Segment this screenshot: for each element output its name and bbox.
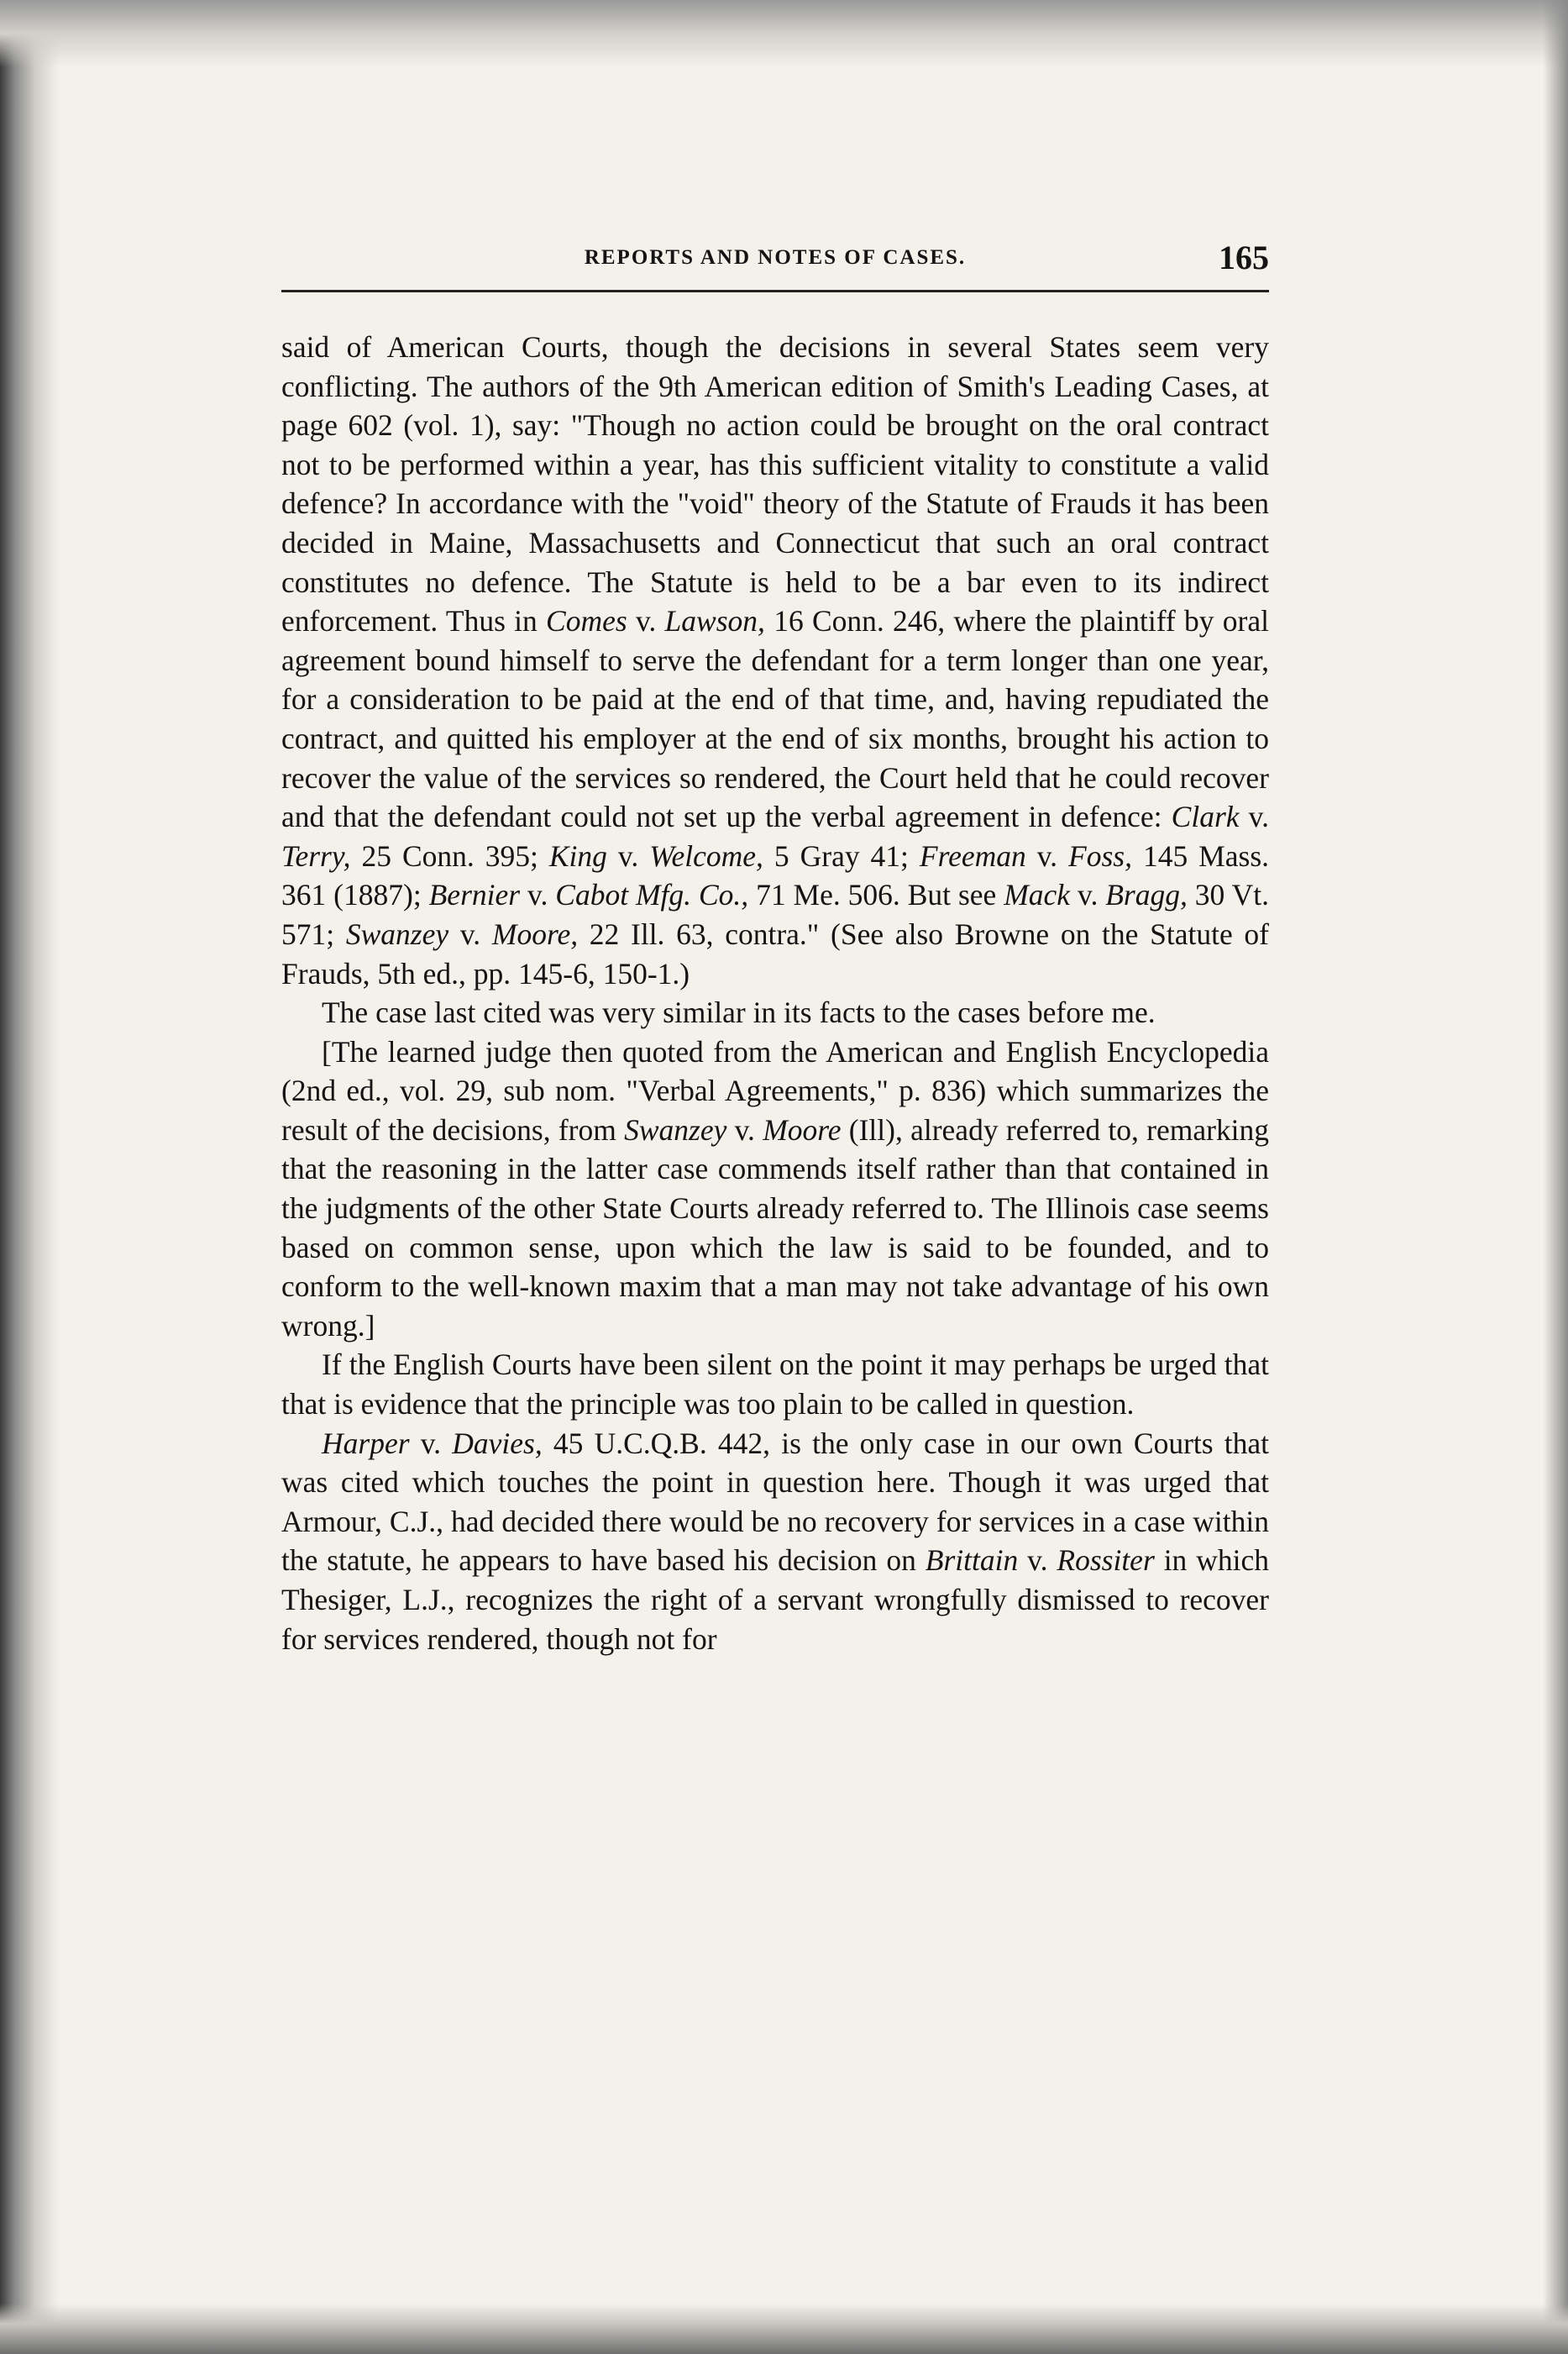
italic-run: Comes (546, 604, 627, 638)
text-run: in which Thesiger, L.J., recognizes the right of a servant wrongfully dismissed to recover for services rendered, though not for (281, 1543, 1269, 1656)
paragraph-5 (281, 1424, 1269, 1659)
text-run: 71 Me. 506. But see (748, 878, 1004, 912)
text-run: 22 Ill. 63, contra." (See also Browne on the Statute of Frauds, 5th ed., pp. 145-6, 150-1.) (281, 917, 1270, 990)
italic-run: Rossiter (1057, 1543, 1155, 1578)
italic-run: Foss, (1068, 838, 1132, 873)
italic-run: Bernier (428, 878, 521, 912)
book-page (281, 231, 1269, 1658)
text-run: v. (726, 1112, 763, 1147)
text-run: 145 Mass. 361 (1887); (281, 838, 1270, 912)
scan-edge-right (1543, 0, 1568, 2354)
paragraph-2 (281, 993, 1269, 1033)
scan-edge-left (0, 0, 59, 2354)
italic-run: Bragg, (1105, 878, 1188, 912)
italic-run: Moore, (491, 917, 579, 951)
text-run: (Ill), already referred to, remarking that the reasoning in the latter case commends itself rather than that contained in the judgments of the other State Courts already referred to. The Illinois case seems based on common sense, upon which the law is said to be founded, and to conform to the well-known maxim that a man may not take advantage of his own wrong.] (281, 1112, 1270, 1343)
text-run: If the English Courts have been silent on the point it may perhaps be urged that that is evidence that the principle was too plain to be called in question. (281, 1348, 1269, 1421)
text-run: 5 Gray 41; (763, 838, 920, 873)
text-run: 45 U.C.Q.B. 442, is the only case in our own Courts that was cited which touches the point in question here. Though it was urged that Armour, C.J., had decided there would be no recovery for services in a case within the statute, he appears to have based his decision on (281, 1426, 1270, 1578)
italic-run: King (548, 838, 607, 873)
text-run: v. (448, 917, 492, 951)
text-run: 16 Conn. 246, where the plaintiff by oral agreement bound himself to serve the defendant for a term longer than one year, for a consideration to be paid at the end of that time, and, having repudiated the contract, and quitted his employer at the end of six months, brought his action to recover the value of the services so rendered, the Court held that he could recover and that the defendant could not set up the verbal agreement in defence: (281, 604, 1269, 834)
paragraph-3 (281, 1033, 1269, 1346)
italic-run: Welcome, (649, 838, 763, 873)
text-run: v. (1025, 838, 1069, 873)
text-run: The case last cited was very similar in its facts to the cases before me. (322, 996, 1156, 1030)
italic-run: Davies, (452, 1426, 543, 1460)
body-text (281, 328, 1269, 1658)
italic-run: Brittain (925, 1543, 1019, 1578)
page-header (281, 231, 1269, 292)
text-run: v. (520, 878, 556, 912)
running-head: REPORTS AND NOTES OF CASES. (584, 246, 967, 269)
italic-run: Lawson, (664, 604, 765, 638)
italic-run: Swanzey (345, 917, 449, 951)
italic-run: Moore (763, 1112, 842, 1147)
text-run: said of American Courts, though the decisions in several States seem very conflicting. The authors of the 9th American edition of Smith's Leading Cases, at page 602 (vol. 1), say: "Though no action could be brought on the oral contract not to be performed within a year, has this sufficient vitality to constitute a valid defence? In accordance with the "void" theory of the Statute of Frauds it has been decided in Maine, Massachusetts and Connecticut that such an oral contract constitutes no defence. The Statute is held to be a bar even to its indirect enforcement. Thus in (281, 330, 1269, 638)
italic-run: Harper (322, 1426, 410, 1460)
italic-run: Clark (1171, 800, 1240, 834)
text-run: 25 Conn. 395; (350, 838, 549, 873)
text-run: [The learned judge then quoted from the American and English Encyclopedia (2nd ed., vol. 29, sub nom. "Verbal Agreements," p. 836) which summarizes the result of the decisions, from (281, 1034, 1269, 1147)
text-run: v. (606, 838, 650, 873)
scan-edge-bottom (0, 2304, 1568, 2354)
text-run: v. (1239, 800, 1270, 834)
italic-run: Cabot Mfg. Co., (555, 878, 749, 912)
text-run: v. (627, 604, 665, 638)
paragraph-4 (281, 1345, 1269, 1423)
page-number: 165 (1219, 239, 1269, 276)
paragraph-1 (281, 328, 1269, 993)
text-run: v. (1070, 878, 1106, 912)
text-run: v. (1018, 1543, 1057, 1578)
text-run: 30 Vt. 571; (281, 878, 1269, 951)
text-run: v. (409, 1426, 453, 1460)
italic-run: Terry, (281, 838, 351, 873)
italic-run: Freeman (919, 838, 1026, 873)
italic-run: Mack (1004, 878, 1071, 912)
italic-run: Swanzey (624, 1112, 727, 1147)
scan-edge-top (0, 0, 1568, 67)
